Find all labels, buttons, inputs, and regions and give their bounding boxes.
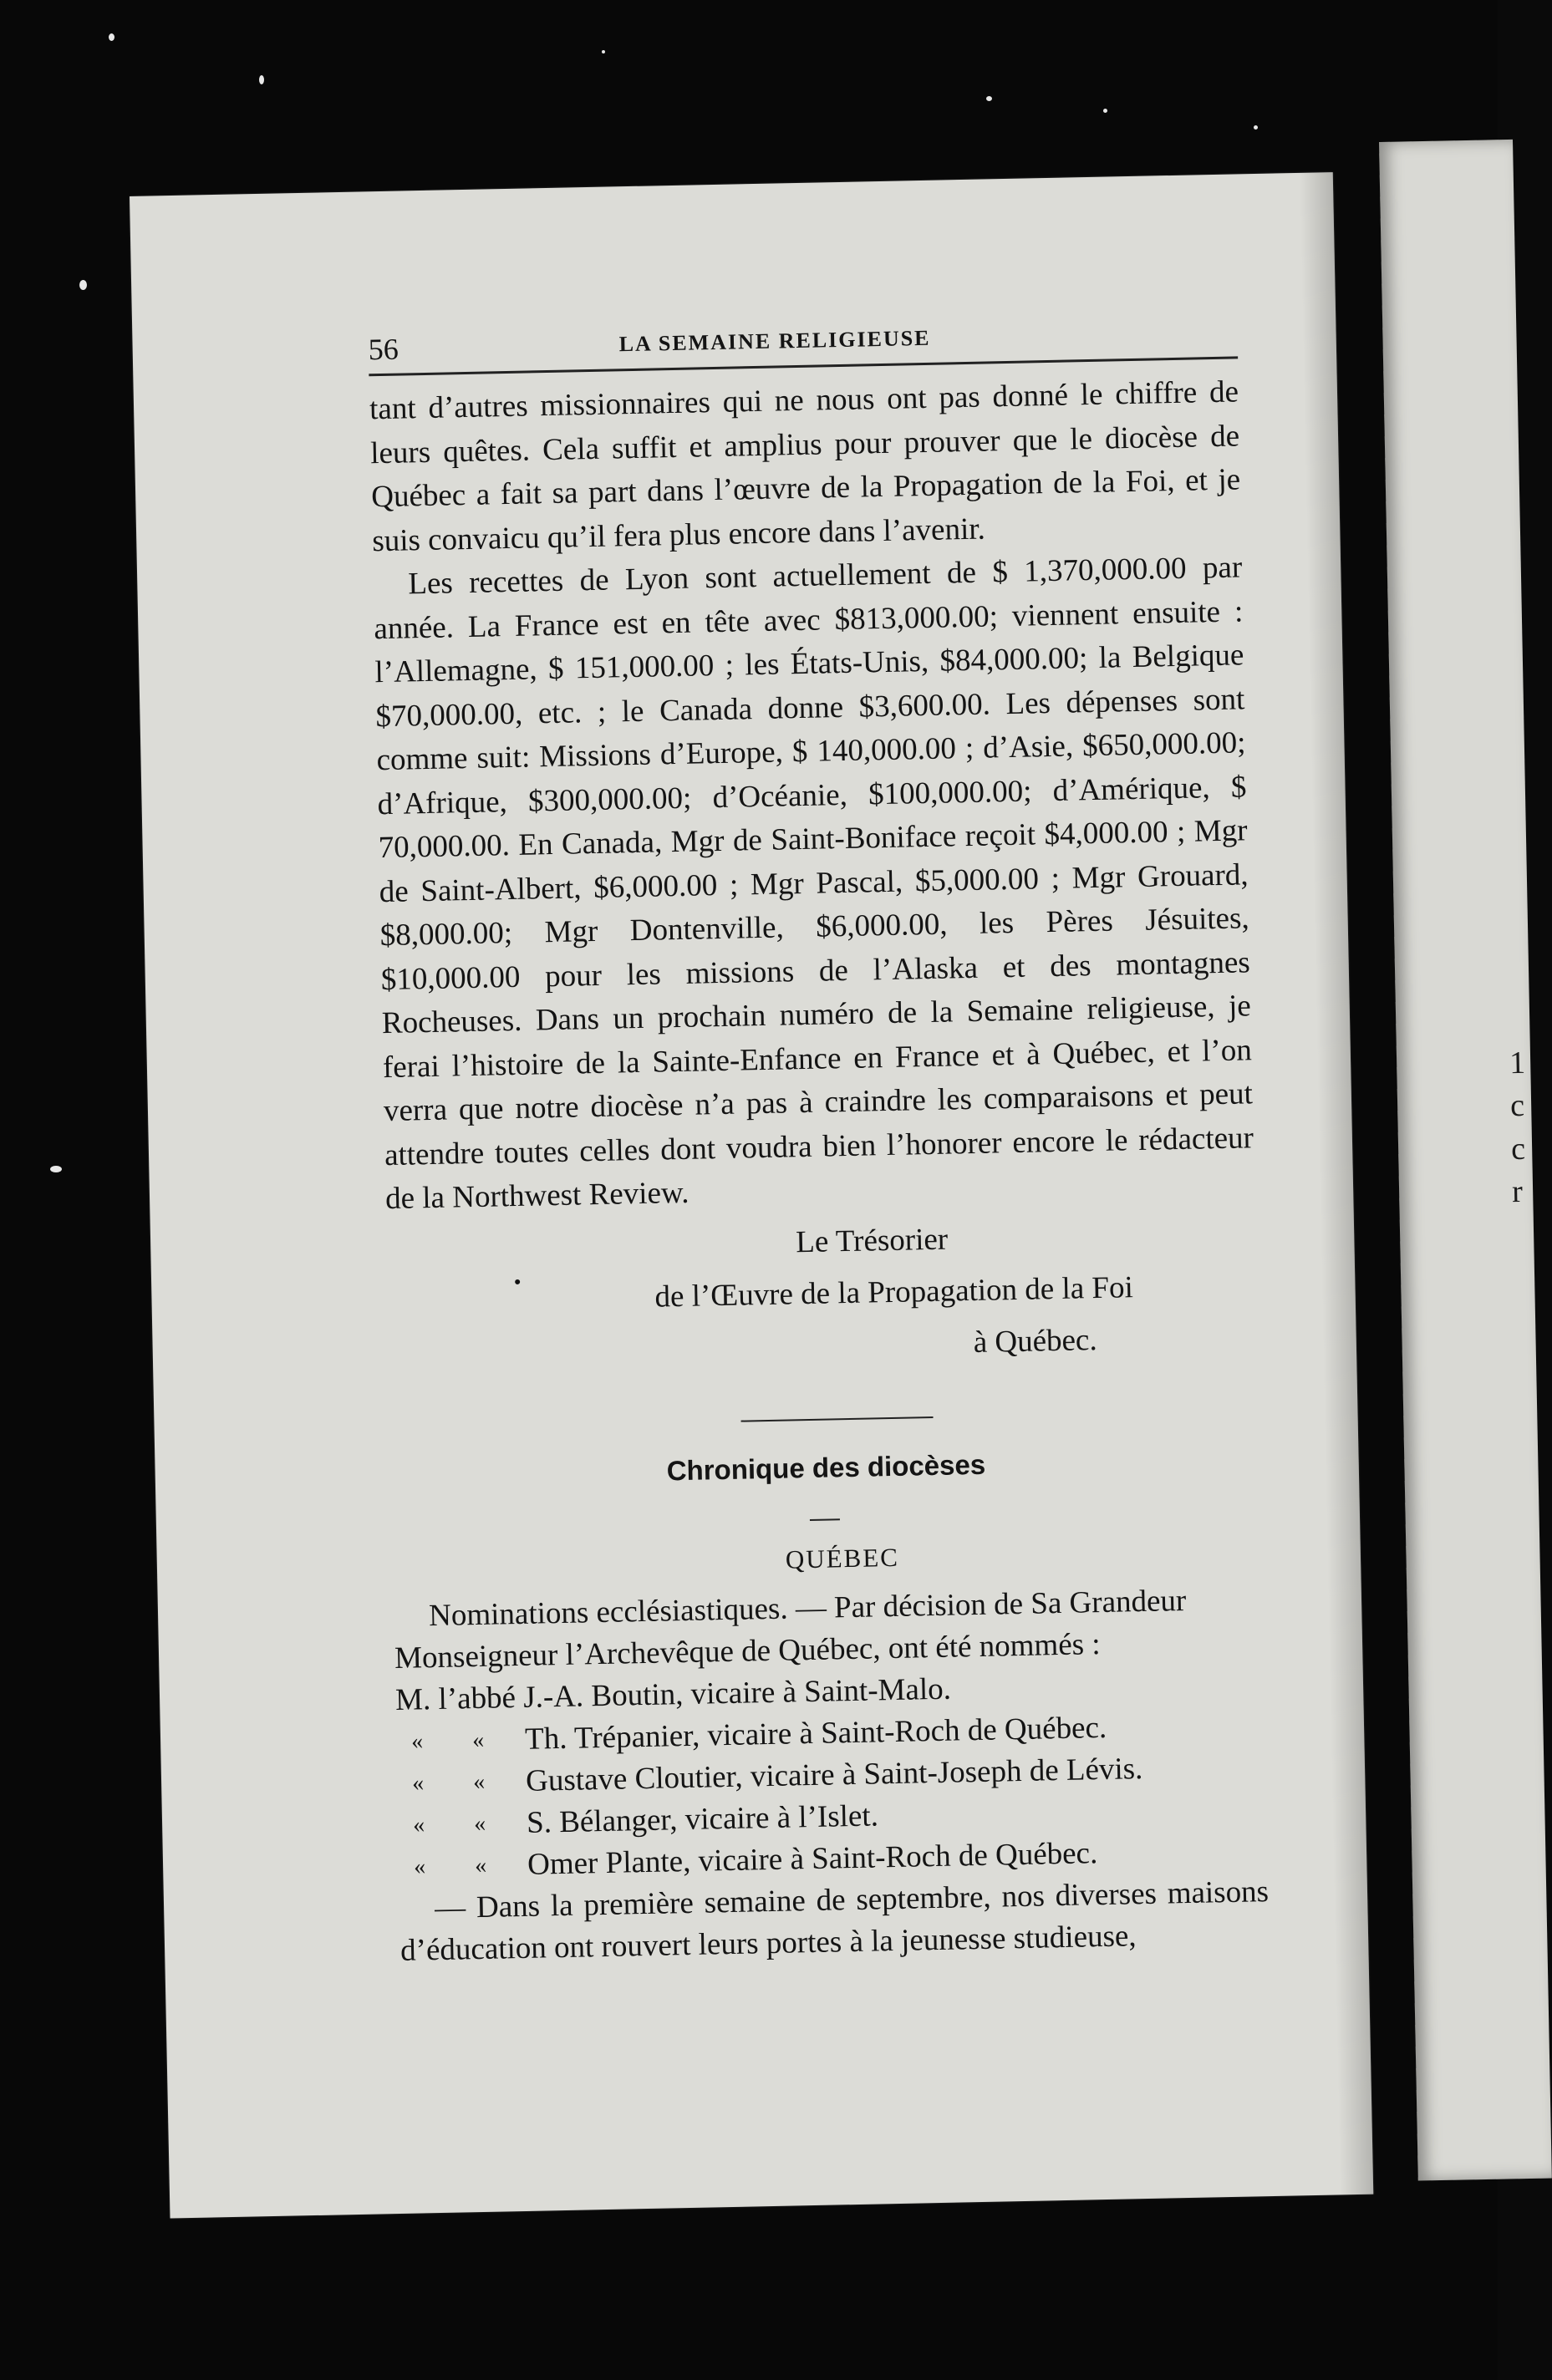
running-head-title: LA SEMAINE RELIGIEUSE	[618, 325, 931, 357]
facing-page-letters: 1 c c r	[1509, 1045, 1526, 1210]
letter-signature	[386, 1208, 1259, 1381]
facing-page-edge	[1379, 140, 1552, 2181]
nomination-text: S. Bélanger, vicaire à l’Islet.	[526, 1798, 879, 1840]
ditto-mark: « «	[411, 1767, 507, 1797]
page-content	[368, 308, 1270, 1971]
dust-speck	[1103, 109, 1107, 113]
dust-speck	[50, 1166, 62, 1172]
ditto-mark: « «	[410, 1726, 506, 1755]
ditto-mark: « «	[413, 1851, 509, 1880]
nomination-text: Gustave Cloutier, vicaire à Saint-Joseph de Lévis.	[525, 1751, 1143, 1798]
ditto-mark: « «	[412, 1809, 508, 1838]
closing-paragraph: — Dans la première semaine de septembre, nos diverses maisons d’éducation ont rouvert leurs portes à la jeunesse studieuse,	[399, 1874, 1270, 1968]
gutter-shadow	[1300, 172, 1374, 2194]
nominations-intro: Nominations ecclésiastiques. — Par décision de Sa Grandeur Monseigneur l’Archevêque de Québec, ont été nommés :	[394, 1583, 1187, 1676]
dust-speck	[1254, 125, 1258, 130]
dust-speck	[79, 280, 87, 290]
nomination-text: Th. Trépanier, vicaire à Saint-Roch de Québec.	[524, 1710, 1107, 1757]
letter-body	[369, 370, 1255, 1221]
diocese-subtitle: QUÉBEC	[785, 1542, 900, 1574]
dust-speck	[109, 33, 114, 41]
first-nomination: M. l’abbé J.-A. Boutin, vicaire à Saint-Malo.	[394, 1671, 952, 1717]
title-dash	[810, 1518, 840, 1521]
signature-line-3: à Québec.	[973, 1322, 1098, 1360]
dust-speck	[986, 96, 992, 101]
section-title: Chronique des diocèses	[666, 1448, 986, 1486]
dust-speck	[259, 75, 264, 84]
letter-paragraph-1: tant d’autres missionnaires qui ne nous ont pas donné le chiffre de leurs quêtes. Cela suffit et amplius pour prouver que le diocèse de Québec a fait sa part dans l’œuvre de la Propagation de la Foi, et je suis convaicu qu’il fera plus encore dans l’avenir.	[369, 374, 1241, 558]
journal-page	[130, 172, 1373, 2218]
running-header	[368, 308, 1238, 376]
signature-line-2: de l’Œuvre de la Propagation de la Foi	[654, 1269, 1134, 1315]
nomination-text: Omer Plante, vicaire à Saint-Roch de Québec.	[527, 1835, 1098, 1882]
page-number: 56	[368, 332, 399, 367]
dust-speck	[602, 50, 605, 53]
nominations-section	[394, 1579, 1270, 1972]
section-divider	[741, 1416, 934, 1421]
letter-paragraph-2: Les recettes de Lyon sont actuellement de $ 1,370,000.00 par année. La France est en tête avec $813,000.00; viennent ensuite : l’Allemagne, $ 151,000.00 ; les États-Unis, $84,000.00; la Belgique $70,000.00, etc. ; le Canada donne $3,600.00. Les dépenses sont comme suit: Missions d’Europe, $ 140,000.00 ; d’Asie, $650,000.00; d’Afrique, $300,000.00; d’Océanie, $100,000.00; d’Amérique, $ 70,000.00. En Canada, Mgr de Saint-Boniface reçoit $4,000.00 ; Mgr de Saint-Albert, $6,000.00 ; Mgr Pascal, $5,000.00 ; Mgr Grouard, $8,000.00; Mgr Dontenville, $6,000.00, les Pères Jésuites, $10,000.00 pour les missions de l’Alaska et des montagnes Rocheuses. Dans un prochain numéro de la Semaine religieuse, je ferai l’histoire de la Sainte-Enfance en France et à Québec, et l’on verra que notre diocèse n’a pas à craindre les comparaisons et peut attendre toutes celles dont voudra bien l’honorer encore le rédacteur de la Northwest Review.	[374, 550, 1254, 1217]
signature-line-1: Le Trésorier	[795, 1222, 949, 1259]
nominations-list	[396, 1704, 1269, 1889]
